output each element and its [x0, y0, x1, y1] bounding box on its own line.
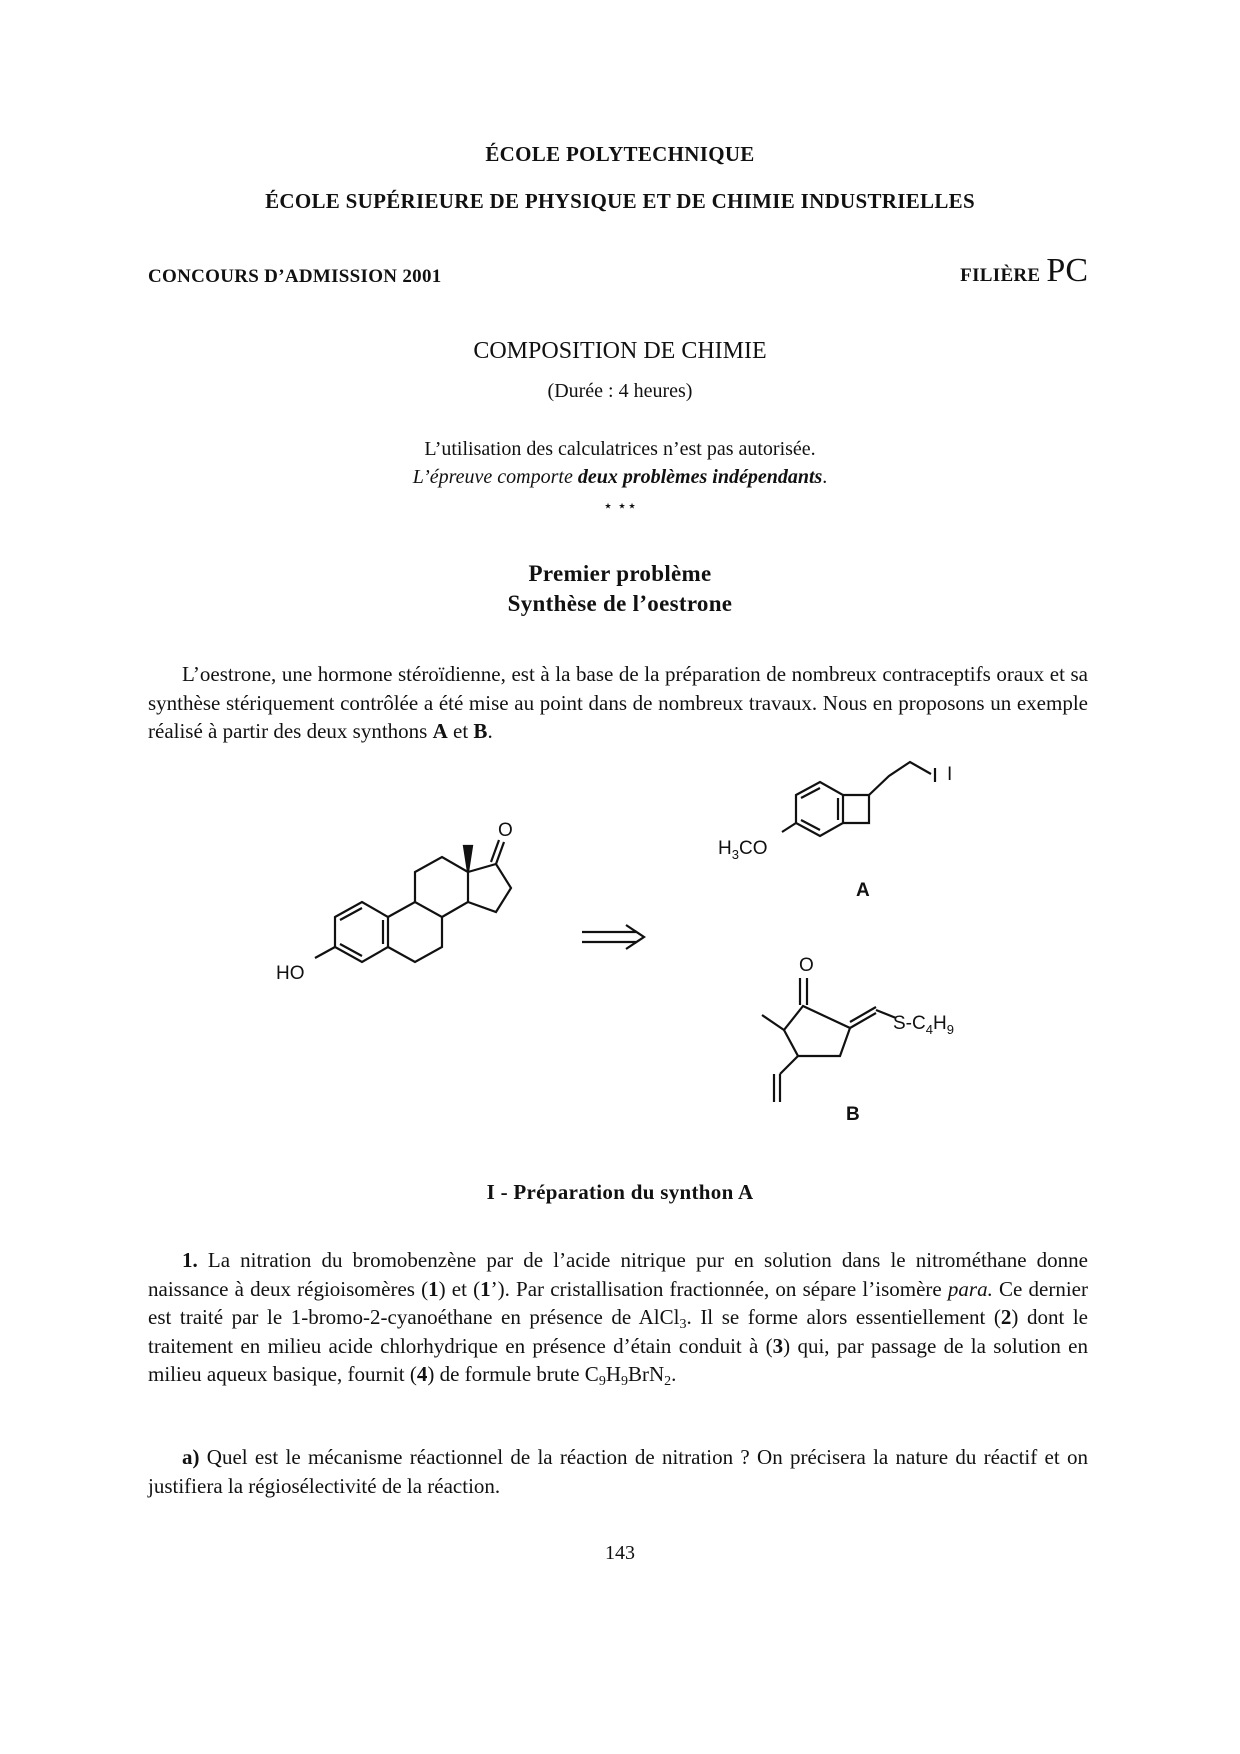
q1-sub-n: 2	[664, 1374, 672, 1389]
q1-text-2: ) et (	[438, 1276, 481, 1301]
q1-text-9: H	[605, 1362, 621, 1386]
separator-stars: ⋆ ⋆⋆	[602, 498, 638, 515]
q1-ref-1: 1	[428, 1276, 439, 1301]
exam-title: COMPOSITION DE CHIMIE	[473, 338, 767, 364]
epreuve-pre: L’épreuve comporte	[412, 466, 578, 488]
q1-text-6: ) dont le traitement en milieu acide chlorhydrique en présence d’étain conduit à (	[148, 1305, 1089, 1358]
epreuve-post: .	[822, 466, 828, 488]
synthon-a-methoxy-label: $H_3CO$	[718, 838, 768, 862]
synthon-b-structure	[740, 950, 990, 1130]
synthon-a-iodine-label: I	[947, 764, 953, 785]
intro-end: .	[487, 719, 493, 743]
q1-para: para.	[947, 1276, 993, 1301]
intro-paragraph	[148, 660, 1088, 746]
q1-text-5: . Il se forme alors essentiellement (	[686, 1305, 1001, 1329]
q1-text-8: ) de formule brute C	[427, 1362, 599, 1386]
q1-text-10: BrN	[627, 1362, 665, 1386]
synthon-a-structure	[706, 750, 966, 910]
oestrone-structure	[270, 820, 570, 1020]
filiere-value: PC	[1046, 252, 1088, 289]
q1-text-3: ’). Par cristallisation fractionnée, on sépare l’isomère	[490, 1276, 948, 1301]
page-number: 143	[605, 1542, 635, 1564]
oestrone-ho-label: HO	[276, 963, 305, 984]
q1-ref-4: 4	[416, 1362, 428, 1386]
q1-text-1: La nitration du bromobenzène par de l’acide nitrique pur en solution dans le nitrométhane donne naissance à deux régioisomères (	[148, 1248, 1088, 1301]
intro-synthon-b: B	[473, 719, 488, 743]
synthon-a-label: A	[856, 880, 870, 901]
q1-ref-1p: 1	[480, 1276, 491, 1301]
school-name-1: ÉCOLE POLYTECHNIQUE	[485, 142, 755, 166]
school-name-2: ÉCOLE SUPÉRIEURE DE PHYSIQUE ET DE CHIMIE INDUSTRIELLES	[265, 189, 975, 213]
q1-alcl-sub: 3	[679, 1317, 687, 1332]
section-title: I - Préparation du synthon A	[486, 1180, 754, 1204]
qa-text: Quel est le mécanisme réactionnel de la réaction de nitration ? On précisera la nature du réactif et on justifiera la régiosélectivité de la réaction.	[148, 1445, 1088, 1498]
filiere-label: FILIÈRE	[960, 265, 1041, 286]
filiere-line	[926, 252, 1088, 290]
epreuve-bold: deux problèmes indépendants	[577, 466, 823, 488]
oestrone-o-label: O	[498, 820, 513, 841]
calculator-note: L’utilisation des calculatrices n’est pas autorisée.	[424, 438, 816, 460]
problem-heading: Premier problème	[528, 561, 712, 586]
intro-text: L’oestrone, une hormone stéroïdienne, est à la base de la préparation de nombreux contraceptifs oraux et sa synthèse stériquement contrôlée a été mise au point dans de nombreux travaux. Nous en proposons un exemple réalisé à partir des deux synthons	[148, 662, 1088, 743]
synthon-b-label: B	[846, 1104, 860, 1125]
q1-text-11: .	[671, 1362, 677, 1386]
q1-number: 1.	[182, 1248, 198, 1272]
qa-label: a)	[182, 1445, 200, 1469]
exam-duration: (Durée : 4 heures)	[547, 380, 693, 402]
q1-ref-3: 3	[772, 1333, 784, 1358]
question-1	[148, 1246, 1088, 1389]
q1-sub-h: 9	[620, 1374, 628, 1389]
q1-ref-2: 2	[1000, 1305, 1012, 1329]
question-a	[148, 1443, 1088, 1500]
q1-sub-c: 9	[598, 1374, 606, 1389]
synthon-b-thio-label: $S-C_4H_9$	[893, 1013, 954, 1037]
retrosynthesis-arrow	[580, 922, 650, 952]
intro-and: et	[447, 719, 474, 743]
epreuve-note	[0, 466, 1240, 489]
problem-subheading: Synthèse de l’oestrone	[507, 591, 733, 616]
q1-text-4: Ce dernier est traité par le 1-bromo-2-cyanoéthane en présence de AlCl	[148, 1276, 1088, 1329]
intro-synthon-a: A	[432, 719, 448, 743]
concours-line: CONCOURS D’ADMISSION 2001	[148, 266, 442, 287]
q1-text-7: ) qui, par passage de la solution en milieu aqueux basique, fournit (	[148, 1333, 1089, 1386]
synthon-b-o-label: O	[799, 955, 814, 976]
